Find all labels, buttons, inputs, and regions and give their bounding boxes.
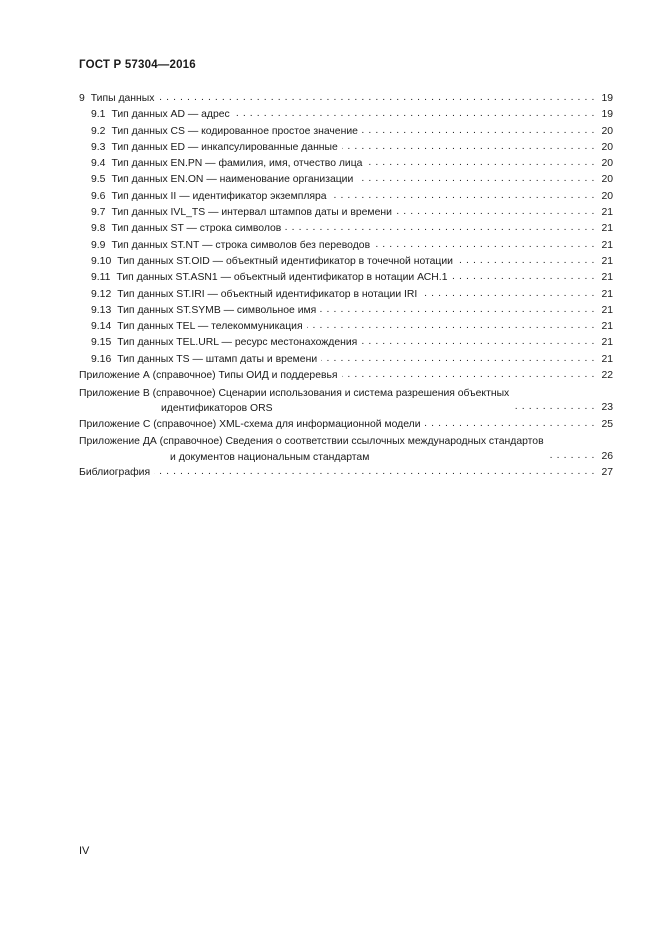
toc-entry[interactable]: [79, 352, 613, 368]
toc-appendix-title: Приложение А (справочное) Типы ОИД и поддеревья: [79, 370, 338, 382]
toc-entry-title: Тип данных ST.SYMB — символьное имя: [117, 304, 317, 316]
toc-appendix-title: Приложение ДА (справочное) Сведения о соответствии ссылочных международных стандартов: [79, 436, 544, 448]
toc-entry-number: 9.16: [91, 353, 112, 365]
toc-entry-title: Тип данных ED — инкапсулированные данные: [111, 141, 338, 153]
dot-leader: [396, 206, 595, 218]
toc-entry-title: Типы данных: [90, 93, 155, 104]
toc-entry-number: 9.12: [91, 288, 112, 300]
toc-appendix[interactable]: [79, 433, 613, 465]
toc-entry[interactable]: [79, 319, 613, 335]
toc-entry-number: 9.4: [91, 158, 106, 170]
toc-appendix-page: 23: [601, 402, 613, 414]
toc-bibliography[interactable]: [79, 465, 613, 481]
toc-entry[interactable]: [79, 221, 613, 237]
dot-leader: [513, 402, 595, 414]
toc-entry-page: 19: [601, 93, 613, 104]
toc-entry-page: 21: [601, 304, 613, 316]
toc-appendix[interactable]: [79, 417, 613, 433]
toc-entry-number: 9.8: [91, 223, 106, 235]
dot-leader: [421, 288, 595, 300]
toc-entry-page: 21: [601, 272, 613, 284]
toc-entry-page: 20: [601, 174, 613, 186]
toc-entry-page: 21: [601, 337, 613, 349]
toc-entry-title: Тип данных ST.IRI — объектный идентификатор в нотации IRI: [117, 288, 418, 300]
toc-entry-number: 9.9: [91, 239, 106, 251]
toc-entry-page: 21: [601, 255, 613, 267]
toc-entry[interactable]: [79, 238, 613, 254]
dot-leader: [320, 304, 595, 316]
toc-appendix[interactable]: [79, 368, 613, 384]
toc-entry-title: Тип данных ST.ASN1 — объектный идентификатор в нотации АСН.1: [116, 272, 448, 284]
toc-entry[interactable]: [79, 205, 613, 221]
toc-entry[interactable]: [79, 172, 613, 188]
toc-entry-title: Тип данных II — идентификатор экземпляра: [111, 190, 327, 202]
toc-entry-number: 9.11: [91, 272, 111, 284]
toc-entry[interactable]: [79, 254, 613, 270]
toc-entry-title: Тип данных CS — кодированное простое значение: [111, 125, 358, 137]
toc-entry-number: 9.7: [91, 207, 106, 219]
dot-leader: [366, 157, 595, 169]
toc-entry-page: 19: [601, 109, 613, 121]
dot-leader: [425, 418, 595, 430]
dot-leader: [342, 369, 595, 381]
toc-entry[interactable]: [79, 107, 613, 123]
toc-appendix-page: 22: [601, 370, 613, 382]
toc-bibliography-page: 27: [601, 467, 613, 479]
toc-entry[interactable]: [79, 303, 613, 319]
toc-entry-number: 9.3: [91, 141, 106, 153]
dot-leader: [342, 141, 595, 153]
toc-entry-number: 9.1: [91, 109, 106, 121]
dot-leader: [331, 190, 595, 202]
dot-leader: [158, 92, 595, 104]
page-number: IV: [79, 845, 90, 857]
toc-entry-title: Тип данных TS — штамп даты и времени: [117, 353, 318, 365]
toc-appendix-page: 26: [601, 450, 613, 462]
toc-entry-title: Тип данных EN.ON — наименование организации: [111, 174, 354, 186]
toc-entry-page: 21: [601, 207, 613, 219]
dot-leader: [321, 353, 595, 365]
toc-entry-number: 9.6: [91, 190, 106, 202]
toc-entry-title: Тип данных ST.NT — строка символов без переводов: [111, 239, 371, 251]
dot-leader: [548, 450, 595, 462]
dot-leader: [357, 174, 595, 186]
toc-appendix-title-continued: и документов национальным стандартам: [170, 451, 370, 463]
toc-entry-page: 20: [601, 158, 613, 170]
toc-entry-page: 20: [601, 125, 613, 137]
toc-entry-page: 20: [601, 190, 613, 202]
toc-entry-title: Тип данных EN.PN — фамилия, имя, отчество лица: [111, 158, 363, 170]
toc-entry-title: Тип данных TEL — телекоммуникация: [117, 321, 303, 333]
toc-entry-page: 21: [601, 223, 613, 235]
toc-appendix-title-continued: идентификаторов ORS: [161, 403, 273, 415]
dot-leader: [362, 125, 595, 137]
dot-leader: [361, 337, 595, 349]
toc-entry-page: 21: [601, 321, 613, 333]
toc-entry-number: 9.14: [91, 321, 112, 333]
toc-entry-page: 21: [601, 288, 613, 300]
dot-leader: [457, 255, 595, 267]
document-header: ГОСТ Р 57304—2016: [79, 59, 196, 71]
toc-entry-title: Тип данных AD — адрес: [111, 109, 230, 121]
toc-entry-page: 20: [601, 141, 613, 153]
toc-entry[interactable]: [79, 270, 613, 286]
dot-leader: [234, 109, 595, 121]
dot-leader: [307, 320, 595, 332]
toc-entry-title: Тип данных TEL.URL — ресурс местонахождения: [117, 337, 358, 349]
toc-entry-page: 21: [601, 353, 613, 365]
toc-appendix-page: 25: [601, 418, 613, 430]
toc-appendix-title: Приложение В (справочное) Сценарии использования и система разрешения объектных: [79, 387, 510, 399]
toc-entry[interactable]: [79, 140, 613, 156]
toc-entry[interactable]: [79, 91, 613, 107]
toc-entry-number: 9.10: [91, 255, 112, 267]
toc-entry[interactable]: [79, 124, 613, 140]
dot-leader: [374, 239, 595, 251]
toc-entry-number: 9.5: [91, 174, 106, 186]
toc-entry-title: Тип данных ST.OID — объектный идентификатор в точечной нотации: [117, 255, 453, 267]
toc-entry-page: 21: [601, 239, 613, 251]
toc-appendix-title: Приложение С (справочное) XML-схема для информационной модели: [79, 418, 421, 430]
toc-entry[interactable]: [79, 156, 613, 172]
dot-leader: [451, 272, 595, 284]
toc-appendix[interactable]: [79, 384, 613, 416]
dot-leader: [154, 467, 595, 479]
toc-entry-number: 9: [79, 93, 85, 104]
toc-entry-number: 9.15: [91, 337, 112, 349]
toc-entry[interactable]: [79, 287, 613, 303]
toc-entry[interactable]: [79, 335, 613, 351]
dot-leader: [285, 223, 595, 235]
toc-entry-title: Тип данных ST — строка символов: [111, 223, 282, 235]
toc-entry-title: Тип данных IVL_TS — интервал штампов даты и времени: [111, 207, 392, 219]
toc-entry-number: 9.13: [91, 304, 112, 316]
toc-entry[interactable]: [79, 189, 613, 205]
table-of-contents: [79, 91, 613, 482]
toc-entry-number: 9.2: [91, 125, 106, 137]
toc-bibliography-title: Библиография: [79, 467, 151, 479]
